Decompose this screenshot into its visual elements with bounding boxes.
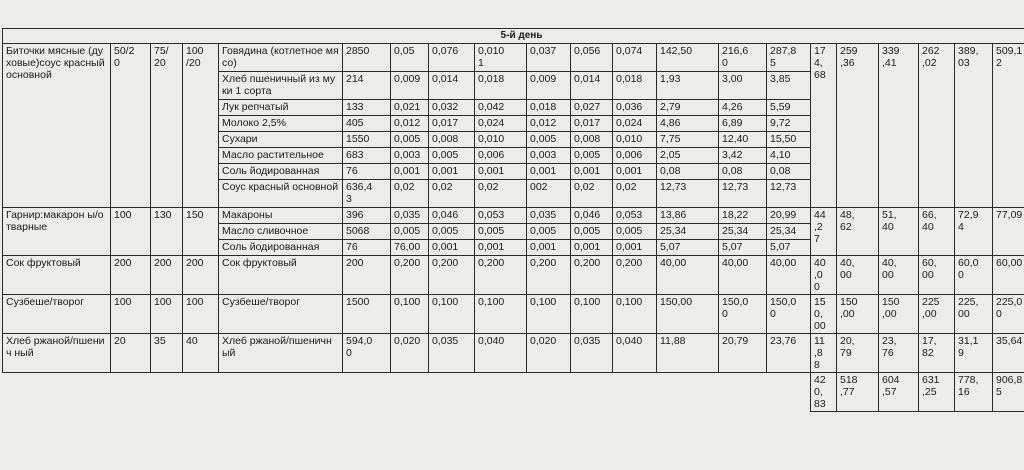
portion-weight-1: 200 bbox=[111, 255, 151, 294]
ingredient-value: 0,100 bbox=[613, 294, 657, 333]
ingredient-name: Сузбеше/творог bbox=[219, 294, 343, 333]
ingredient-value: 5,07 bbox=[767, 239, 811, 255]
dish-total: 17, 82 bbox=[919, 333, 955, 372]
dish-total: 35,64 bbox=[993, 333, 1024, 372]
ingredient-value: 25,34 bbox=[657, 223, 719, 239]
ingredient-value: 0,005 bbox=[571, 223, 613, 239]
ingredient-value: 76 bbox=[343, 163, 391, 179]
ingredient-value: 0,036 bbox=[613, 99, 657, 115]
ingredient-value: 20,79 bbox=[719, 333, 767, 372]
ingredient-value: 150,00 bbox=[657, 294, 719, 333]
ingredient-name: Хлеб пшеничный из муки 1 сорта bbox=[219, 71, 343, 99]
portion-weight-2: 100 bbox=[151, 294, 183, 333]
ingredient-value: 0,001 bbox=[571, 239, 613, 255]
dish-total: 339 ,41 bbox=[879, 43, 919, 207]
ingredient-value: 0,017 bbox=[429, 115, 475, 131]
dish-total: 60,00 bbox=[993, 255, 1024, 294]
ingredient-value: 0,003 bbox=[527, 147, 571, 163]
ingredient-value: 0,046 bbox=[571, 207, 613, 223]
ingredient-value: 0,08 bbox=[657, 163, 719, 179]
empty-cell bbox=[3, 373, 811, 412]
portion-weight-3: 150 bbox=[183, 207, 219, 255]
ingredient-value: 0,056 bbox=[571, 43, 613, 71]
ingredient-name: Макароны bbox=[219, 207, 343, 223]
title-row bbox=[3, 29, 1024, 44]
ingredient-value: 15,50 bbox=[767, 131, 811, 147]
ingredient-value: 3,85 bbox=[767, 71, 811, 99]
ingredient-value: 150,0 0 bbox=[767, 294, 811, 333]
ingredient-value: 0,018 bbox=[527, 99, 571, 115]
table-row bbox=[3, 294, 1024, 333]
ingredient-value: 0,006 bbox=[475, 147, 527, 163]
portion-weight-3: 100 bbox=[183, 294, 219, 333]
ingredient-value: 0,08 bbox=[719, 163, 767, 179]
ingredient-value: 0,005 bbox=[429, 147, 475, 163]
dish-total: 77,09 bbox=[993, 207, 1024, 255]
ingredient-value: 683 bbox=[343, 147, 391, 163]
ingredient-value: 0,012 bbox=[527, 115, 571, 131]
ingredient-value: 150,0 0 bbox=[719, 294, 767, 333]
ingredient-value: 0,100 bbox=[391, 294, 429, 333]
grand-total-value: 778, 16 bbox=[955, 373, 993, 412]
ingredient-value: 0,053 bbox=[475, 207, 527, 223]
portion-weight-2: 130 bbox=[151, 207, 183, 255]
grand-total-value: 906,8 5 bbox=[993, 373, 1024, 412]
ingredient-value: 13,86 bbox=[657, 207, 719, 223]
ingredient-value: 0,001 bbox=[475, 163, 527, 179]
ingredient-name: Лук репчатый bbox=[219, 99, 343, 115]
ingredient-value: 0,100 bbox=[571, 294, 613, 333]
ingredient-value: 0,200 bbox=[475, 255, 527, 294]
ingredient-value: 25,34 bbox=[719, 223, 767, 239]
dish-total: 51, 40 bbox=[879, 207, 919, 255]
ingredient-value: 0,005 bbox=[475, 223, 527, 239]
portion-weight-1: 50/2 0 bbox=[111, 43, 151, 207]
portion-weight-1: 100 bbox=[111, 294, 151, 333]
dish-total: 23, 76 bbox=[879, 333, 919, 372]
dish-total: 150 ,00 bbox=[837, 294, 879, 333]
ingredient-value: 636,4 3 bbox=[343, 179, 391, 207]
dish-total: 72,9 4 bbox=[955, 207, 993, 255]
dish-total: 259 ,36 bbox=[837, 43, 879, 207]
ingredient-value: 0,027 bbox=[571, 99, 613, 115]
ingredient-value: 11,88 bbox=[657, 333, 719, 372]
dish-total: 20, 79 bbox=[837, 333, 879, 372]
ingredient-value: 0,200 bbox=[571, 255, 613, 294]
ingredient-value: 0,001 bbox=[527, 239, 571, 255]
ingredient-value: 287,8 5 bbox=[767, 43, 811, 71]
grand-total-value: 518 ,77 bbox=[837, 373, 879, 412]
dish-total: 60,0 0 bbox=[955, 255, 993, 294]
ingredient-value: 0,100 bbox=[429, 294, 475, 333]
ingredient-value: 0,040 bbox=[613, 333, 657, 372]
ingredient-value: 0,042 bbox=[475, 99, 527, 115]
ingredient-value: 40,00 bbox=[767, 255, 811, 294]
ingredient-value: 2,05 bbox=[657, 147, 719, 163]
ingredient-value: 76,00 bbox=[391, 239, 429, 255]
table-row bbox=[3, 207, 1024, 223]
ingredient-value: 12,73 bbox=[719, 179, 767, 207]
portion-weight-2: 35 bbox=[151, 333, 183, 372]
ingredient-value: 0,05 bbox=[391, 43, 429, 71]
ingredient-value: 3,42 bbox=[719, 147, 767, 163]
ingredient-value: 5068 bbox=[343, 223, 391, 239]
ingredient-value: 76 bbox=[343, 239, 391, 255]
ingredient-name: Сухари bbox=[219, 131, 343, 147]
dish-total: 31,1 9 bbox=[955, 333, 993, 372]
ingredient-value: 0,200 bbox=[429, 255, 475, 294]
ingredient-value: 4,26 bbox=[719, 99, 767, 115]
dish-total: 40, 00 bbox=[879, 255, 919, 294]
ingredient-value: 0,046 bbox=[429, 207, 475, 223]
ingredient-value: 0,200 bbox=[391, 255, 429, 294]
ingredient-name: Масло сливочное bbox=[219, 223, 343, 239]
ingredient-value: 0,008 bbox=[571, 131, 613, 147]
ingredient-value: 1,93 bbox=[657, 71, 719, 99]
menu-cost-table bbox=[2, 28, 1024, 412]
dish-total: 262 ,02 bbox=[919, 43, 955, 207]
dish-name: Гарнир:макарон ы/отварные bbox=[3, 207, 111, 255]
ingredient-name: Соль йодированная bbox=[219, 163, 343, 179]
ingredient-value: 12,40 bbox=[719, 131, 767, 147]
dish-total: 150 ,00 bbox=[879, 294, 919, 333]
ingredient-value: 0,006 bbox=[613, 147, 657, 163]
ingredient-value: 0,02 bbox=[613, 179, 657, 207]
grand-total-row bbox=[3, 373, 1024, 412]
ingredient-value: 0,200 bbox=[613, 255, 657, 294]
dish-total: 48, 62 bbox=[837, 207, 879, 255]
ingredient-name: Молоко 2,5% bbox=[219, 115, 343, 131]
ingredient-value: 9,72 bbox=[767, 115, 811, 131]
ingredient-value: 18,22 bbox=[719, 207, 767, 223]
ingredient-value: 0,009 bbox=[391, 71, 429, 99]
portion-weight-1: 20 bbox=[111, 333, 151, 372]
ingredient-value: 0,100 bbox=[527, 294, 571, 333]
ingredient-value: 0,02 bbox=[571, 179, 613, 207]
ingredient-value: 200 bbox=[343, 255, 391, 294]
ingredient-value: 0,024 bbox=[475, 115, 527, 131]
dish-total: 66, 40 bbox=[919, 207, 955, 255]
table-row bbox=[3, 333, 1024, 372]
ingredient-value: 0,017 bbox=[571, 115, 613, 131]
ingredient-value: 12,73 bbox=[657, 179, 719, 207]
ingredient-value: 0,001 bbox=[613, 163, 657, 179]
ingredient-value: 0,02 bbox=[475, 179, 527, 207]
ingredient-value: 0,010 bbox=[613, 131, 657, 147]
dish-name: Биточки мясные (духовые)соус красный основной bbox=[3, 43, 111, 207]
ingredient-value: 1500 bbox=[343, 294, 391, 333]
ingredient-name: Соус красный основной bbox=[219, 179, 343, 207]
ingredient-value: 002 bbox=[527, 179, 571, 207]
ingredient-name: Масло растительное bbox=[219, 147, 343, 163]
ingredient-value: 40,00 bbox=[657, 255, 719, 294]
table-row bbox=[3, 43, 1024, 71]
portion-weight-3: 40 bbox=[183, 333, 219, 372]
ingredient-value: 7,75 bbox=[657, 131, 719, 147]
dish-name: Хлеб ржаной/пшенич ный bbox=[3, 333, 111, 372]
ingredient-value: 0,001 bbox=[571, 163, 613, 179]
dish-total: 225,0 0 bbox=[993, 294, 1024, 333]
ingredient-value: 0,001 bbox=[527, 163, 571, 179]
portion-weight-3: 200 bbox=[183, 255, 219, 294]
dish-total: 225, 00 bbox=[955, 294, 993, 333]
ingredient-value: 40,00 bbox=[719, 255, 767, 294]
ingredient-value: 0,020 bbox=[391, 333, 429, 372]
dish-total: 15 0, 00 bbox=[811, 294, 837, 333]
ingredient-value: 4,86 bbox=[657, 115, 719, 131]
table-row bbox=[3, 255, 1024, 294]
portion-weight-3: 100 /20 bbox=[183, 43, 219, 207]
ingredient-value: 0,001 bbox=[429, 163, 475, 179]
ingredient-value: 25,34 bbox=[767, 223, 811, 239]
ingredient-value: 1550 bbox=[343, 131, 391, 147]
dish-total: 60, 00 bbox=[919, 255, 955, 294]
ingredient-value: 0,014 bbox=[571, 71, 613, 99]
ingredient-value: 0,005 bbox=[527, 131, 571, 147]
ingredient-value: 6,89 bbox=[719, 115, 767, 131]
ingredient-value: 20,99 bbox=[767, 207, 811, 223]
ingredient-value: 3,00 bbox=[719, 71, 767, 99]
ingredient-value: 0,035 bbox=[391, 207, 429, 223]
ingredient-value: 0,035 bbox=[527, 207, 571, 223]
dish-total: 40 ,0 0 bbox=[811, 255, 837, 294]
ingredient-value: 0,037 bbox=[527, 43, 571, 71]
dish-total: 225 ,00 bbox=[919, 294, 955, 333]
ingredient-name: Хлеб ржаной/пшеничный bbox=[219, 333, 343, 372]
ingredient-value: 0,005 bbox=[429, 223, 475, 239]
ingredient-value: 0,001 bbox=[391, 163, 429, 179]
ingredient-value: 0,010 1 bbox=[475, 43, 527, 71]
ingredient-value: 0,005 bbox=[527, 223, 571, 239]
ingredient-value: 0,018 bbox=[613, 71, 657, 99]
ingredient-value: 2,79 bbox=[657, 99, 719, 115]
ingredient-value: 0,02 bbox=[429, 179, 475, 207]
ingredient-value: 0,035 bbox=[571, 333, 613, 372]
dish-name: Сок фруктовый bbox=[3, 255, 111, 294]
ingredient-value: 0,005 bbox=[391, 223, 429, 239]
day-title: 5-й день bbox=[3, 29, 1024, 44]
ingredient-value: 2850 bbox=[343, 43, 391, 71]
ingredient-value: 0,076 bbox=[429, 43, 475, 71]
ingredient-value: 0,010 bbox=[475, 131, 527, 147]
ingredient-value: 0,035 bbox=[429, 333, 475, 372]
ingredient-value: 0,020 bbox=[527, 333, 571, 372]
ingredient-value: 0,001 bbox=[475, 239, 527, 255]
ingredient-value: 0,005 bbox=[391, 131, 429, 147]
ingredient-value: 133 bbox=[343, 99, 391, 115]
ingredient-value: 0,003 bbox=[391, 147, 429, 163]
ingredient-value: 0,005 bbox=[613, 223, 657, 239]
ingredient-value: 142,50 bbox=[657, 43, 719, 71]
dish-total: 40, 00 bbox=[837, 255, 879, 294]
grand-total-value: 631 ,25 bbox=[919, 373, 955, 412]
ingredient-value: 214 bbox=[343, 71, 391, 99]
ingredient-value: 12,73 bbox=[767, 179, 811, 207]
ingredient-value: 405 bbox=[343, 115, 391, 131]
ingredient-value: 0,001 bbox=[613, 239, 657, 255]
ingredient-value: 0,040 bbox=[475, 333, 527, 372]
grand-total-value: 42 0, 83 bbox=[811, 373, 837, 412]
ingredient-value: 0,014 bbox=[429, 71, 475, 99]
ingredient-value: 0,053 bbox=[613, 207, 657, 223]
ingredient-value: 396 bbox=[343, 207, 391, 223]
ingredient-value: 0,001 bbox=[429, 239, 475, 255]
ingredient-value: 0,02 bbox=[391, 179, 429, 207]
ingredient-name: Сок фруктовый bbox=[219, 255, 343, 294]
ingredient-value: 0,021 bbox=[391, 99, 429, 115]
dish-total: 11 ,8 8 bbox=[811, 333, 837, 372]
ingredient-value: 216,6 0 bbox=[719, 43, 767, 71]
ingredient-value: 0,009 bbox=[527, 71, 571, 99]
portion-weight-2: 75/ 20 bbox=[151, 43, 183, 207]
ingredient-name: Соль йодированная bbox=[219, 239, 343, 255]
ingredient-name: Говядина (котлетное мясо) bbox=[219, 43, 343, 71]
ingredient-value: 4,10 bbox=[767, 147, 811, 163]
ingredient-value: 0,200 bbox=[527, 255, 571, 294]
dish-total: 44 ,2 7 bbox=[811, 207, 837, 255]
dish-total: 389, 03 bbox=[955, 43, 993, 207]
ingredient-value: 0,012 bbox=[391, 115, 429, 131]
dish-total: 17 4, 68 bbox=[811, 43, 837, 207]
ingredient-value: 5,07 bbox=[719, 239, 767, 255]
ingredient-value: 0,100 bbox=[475, 294, 527, 333]
ingredient-value: 0,008 bbox=[429, 131, 475, 147]
ingredient-value: 0,005 bbox=[571, 147, 613, 163]
grand-total-value: 604 ,57 bbox=[879, 373, 919, 412]
ingredient-value: 0,018 bbox=[475, 71, 527, 99]
ingredient-value: 0,024 bbox=[613, 115, 657, 131]
portion-weight-1: 100 bbox=[111, 207, 151, 255]
ingredient-value: 5,59 bbox=[767, 99, 811, 115]
ingredient-value: 23,76 bbox=[767, 333, 811, 372]
ingredient-value: 0,074 bbox=[613, 43, 657, 71]
ingredient-value: 5,07 bbox=[657, 239, 719, 255]
dish-name: Сузбеше/творог bbox=[3, 294, 111, 333]
ingredient-value: 0,08 bbox=[767, 163, 811, 179]
dish-total: 509,1 2 bbox=[993, 43, 1024, 207]
ingredient-value: 594,0 0 bbox=[343, 333, 391, 372]
ingredient-value: 0,032 bbox=[429, 99, 475, 115]
portion-weight-2: 200 bbox=[151, 255, 183, 294]
